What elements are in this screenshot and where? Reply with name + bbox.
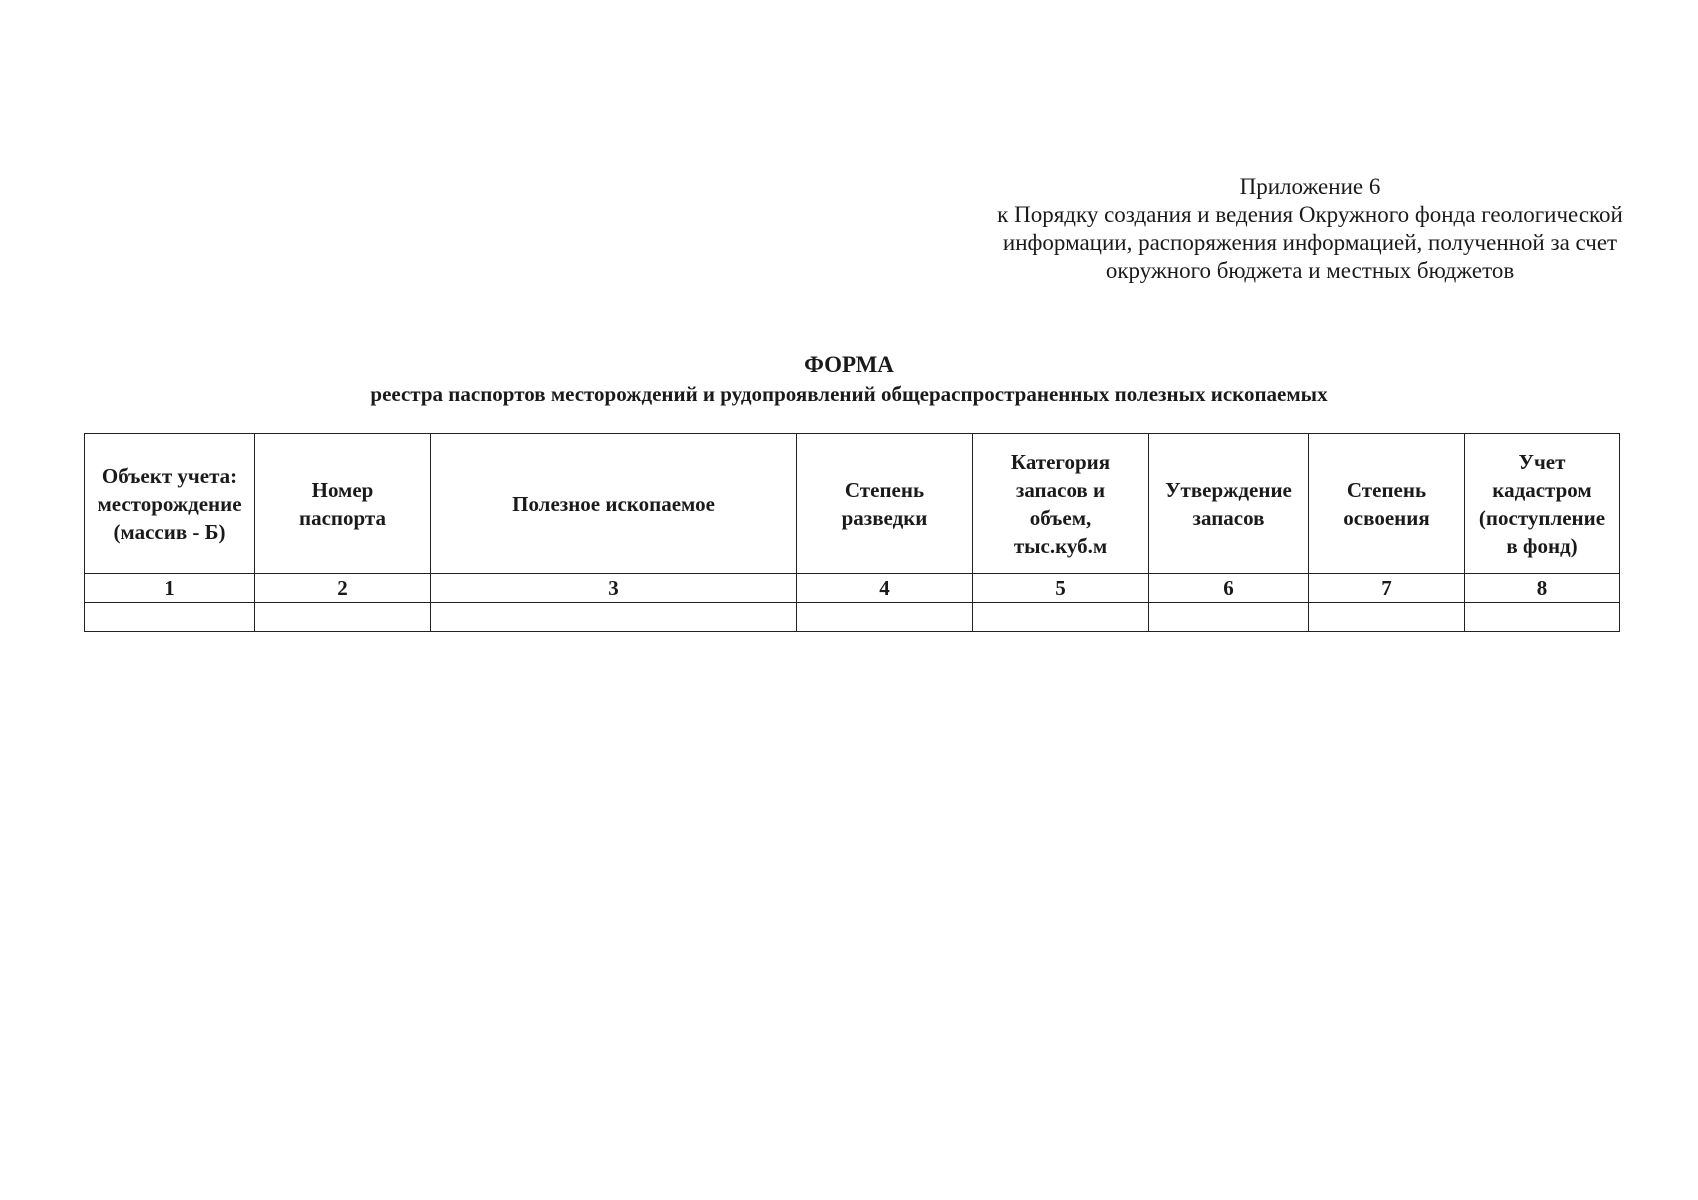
register-table bbox=[84, 433, 1620, 632]
empty-cell bbox=[1149, 603, 1309, 632]
empty-cell bbox=[1309, 603, 1465, 632]
appendix-line: окружного бюджета и местных бюджетов bbox=[1105, 258, 1515, 283]
column-header-cadastre bbox=[1465, 434, 1620, 574]
header-line: Категория bbox=[1010, 449, 1111, 474]
column-number: 5 bbox=[973, 574, 1149, 603]
form-heading bbox=[0, 350, 1698, 408]
column-number: 7 bbox=[1309, 574, 1465, 603]
header-line: Объект учета: bbox=[101, 463, 238, 488]
header-line: запасов bbox=[1192, 505, 1265, 530]
empty-cell bbox=[431, 603, 797, 632]
column-header-development-degree bbox=[1309, 434, 1465, 574]
appendix-line: к Порядку создания и ведения Окружного фонда геологической bbox=[997, 202, 1623, 227]
appendix-line: Приложение 6 bbox=[1239, 174, 1381, 199]
header-line: паспорта bbox=[299, 505, 386, 530]
header-line: Учет bbox=[1518, 449, 1566, 474]
header-row bbox=[85, 434, 1620, 574]
column-number: 8 bbox=[1465, 574, 1620, 603]
header-line: разведки bbox=[841, 505, 928, 530]
column-header-reserves-approval bbox=[1149, 434, 1309, 574]
header-line: Полезное ископаемое bbox=[512, 491, 715, 516]
appendix-note bbox=[940, 173, 1680, 285]
empty-cell bbox=[797, 603, 973, 632]
header-line: освоения bbox=[1343, 505, 1430, 530]
empty-cell bbox=[973, 603, 1149, 632]
header-line: (массив - Б) bbox=[113, 519, 226, 544]
empty-cell bbox=[1465, 603, 1620, 632]
column-number: 3 bbox=[431, 574, 797, 603]
header-line: в фонд) bbox=[1506, 533, 1578, 558]
form-title: ФОРМА bbox=[804, 352, 894, 377]
header-line: месторождение bbox=[97, 491, 242, 516]
header-line: запасов и bbox=[1015, 477, 1106, 502]
column-number: 4 bbox=[797, 574, 973, 603]
column-header-exploration-degree bbox=[797, 434, 973, 574]
form-subtitle: реестра паспортов месторождений и рудопроявлений общераспространенных полезных ископаемых bbox=[370, 382, 1328, 406]
header-line: объем, bbox=[1029, 505, 1092, 530]
empty-data-row bbox=[85, 603, 1620, 632]
empty-cell bbox=[85, 603, 255, 632]
header-line: тыс.куб.м bbox=[1013, 533, 1108, 558]
column-header-reserves-category bbox=[973, 434, 1149, 574]
header-line: Степень bbox=[844, 477, 925, 502]
appendix-line: информации, распоряжения информацией, полученной за счет bbox=[1002, 230, 1618, 255]
column-header-passport-number bbox=[255, 434, 431, 574]
header-line: Номер bbox=[311, 477, 374, 502]
header-line: кадастром bbox=[1492, 477, 1592, 502]
header-line: Утверждение bbox=[1165, 477, 1292, 502]
column-number: 1 bbox=[85, 574, 255, 603]
header-line: (поступление bbox=[1478, 505, 1606, 530]
column-number-row bbox=[85, 574, 1620, 603]
column-number: 6 bbox=[1149, 574, 1309, 603]
column-header-mineral bbox=[431, 434, 797, 574]
header-line: Степень bbox=[1346, 477, 1427, 502]
column-header-object bbox=[85, 434, 255, 574]
column-number: 2 bbox=[255, 574, 431, 603]
empty-cell bbox=[255, 603, 431, 632]
